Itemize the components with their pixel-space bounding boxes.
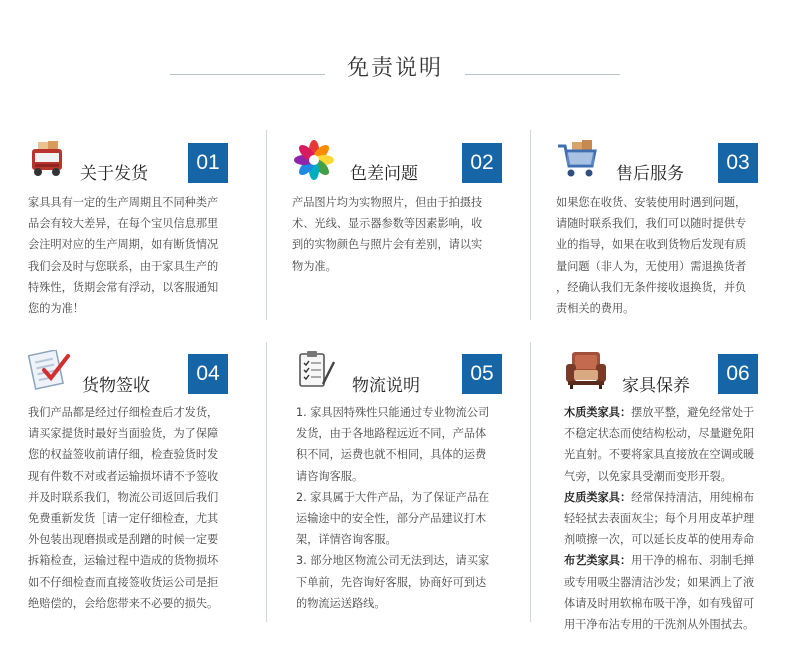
section-number: 04 <box>188 354 228 394</box>
color-wheel-icon <box>292 140 336 180</box>
section-text <box>564 402 790 635</box>
text-line: 气旁，以免家具受潮而变形开裂。 <box>564 469 732 483</box>
text-line: 运输途中的安全性，部分产品建议打木 <box>296 512 487 526</box>
section-title: 色差问题 <box>350 164 418 184</box>
text-line: 如不仔细检查而直接签收货运公司是拒 <box>28 575 219 589</box>
text-line: 下单前，先咨询好客服，协商好可到达 <box>296 575 487 589</box>
text-line: 请随时联系我们，我们可以随时提供专 <box>556 217 747 231</box>
text-line: 家具具有一定的生产周期且不同种类产 <box>28 196 219 209</box>
text-line: 现有件数不对或者运输损坏请不予签收 <box>28 469 219 483</box>
text-line: 产品图片均为实物照片，但由于拍摄技 <box>292 196 483 209</box>
truck-icon <box>28 140 72 180</box>
text-line: 物为准。 <box>292 259 337 273</box>
text-line: 术、光线、显示器参数等因素影响，收 <box>292 217 483 231</box>
clipboard-icon <box>296 350 340 390</box>
care-category-label: 布艺类家具： <box>564 554 632 568</box>
section-number: 06 <box>718 354 758 394</box>
text-line: 2. 家具属于大件产品，为了保证产品在 <box>296 490 490 504</box>
page-title: 免责说明 <box>346 56 443 81</box>
text-line: 如果您在收货、安装使用时遇到问题， <box>556 196 747 209</box>
care-category-label: 木质类家具： <box>564 406 632 419</box>
text-line: 量问题（非人为，无使用）需退换货者 <box>556 259 747 273</box>
section-text <box>296 402 536 614</box>
text-line: 外包装出现磨损或是刮蹭的时候一定要 <box>28 533 219 547</box>
section-text <box>556 192 790 319</box>
text-line: 请咨询客服。 <box>296 469 364 483</box>
title-rule-right <box>465 74 620 75</box>
text-line: 光直射。不要将家具直接放在空调或暖 <box>564 448 755 462</box>
text-line: 用干净布沾专用的干洗剂从外围拭去。 <box>564 618 755 632</box>
section-title: 货物签收 <box>82 376 150 396</box>
armchair-icon <box>564 350 608 390</box>
text-line: 1. 家具因特殊性只能通过专业物流公司 <box>296 406 490 419</box>
text-line: 到的实物颜色与照片会有差别，请以实 <box>292 238 483 252</box>
text-line: 3. 部分地区物流公司无法到达，请买家 <box>296 554 490 568</box>
text-line: 轻轻拭去表面灰尘；每个月用皮革护理 <box>564 512 755 526</box>
text-line: 请买家提货时最好当面验货，为了保障 <box>28 427 219 441</box>
section-number: 03 <box>718 143 758 183</box>
text-line: 不稳定状态而使结构松动，尽量避免阳 <box>564 427 755 441</box>
text-line: 布艺类家具：用干净的棉布、羽制毛掸 <box>564 554 755 568</box>
text-line: 绝赔偿的，会给您带来不必要的损失。 <box>28 596 219 610</box>
text-line: 积不同，运费也就不相同，具体的运费 <box>296 448 487 462</box>
section-title: 售后服务 <box>616 164 684 184</box>
section-number: 01 <box>188 143 228 183</box>
text-line: 或专用吸尘器清洁沙发；如果洒上了液 <box>564 575 755 589</box>
text-line: 剂喷擦一次，可以延长皮革的使用寿命 <box>564 533 755 547</box>
section-title: 物流说明 <box>352 376 420 396</box>
text-line: 木质类家具：摆放平整，避免经常处于 <box>564 406 755 419</box>
text-line: 我们产品都是经过仔细检查后才发货， <box>28 406 219 419</box>
text-line: 业的指导，如果在收到货物后发现有质 <box>556 238 747 252</box>
text-line: 您的为准！ <box>28 302 84 316</box>
shopping-cart-icon <box>556 140 600 180</box>
section-title: 家具保养 <box>622 376 690 396</box>
text-line: 拆箱检查，运输过程中造成的货物损坏 <box>28 554 219 568</box>
text-line: 体请及时用软棉布吸干净，如有残留可 <box>564 596 755 610</box>
section-number: 05 <box>462 354 502 394</box>
text-line: 会注明对应的生产周期，如有断货情况 <box>28 238 219 252</box>
text-line: 您的权益签收前请仔细，检查验货时发 <box>28 448 219 462</box>
section-text <box>28 402 268 614</box>
section-text <box>292 192 532 277</box>
section-title: 关于发货 <box>80 164 148 184</box>
text-line: 的物流运送路线。 <box>296 596 386 610</box>
text-line: 皮质类家具：经常保持清洁，用纯棉布 <box>564 490 755 504</box>
text-line: 特殊性，货期会常有浮动，以客服通知 <box>28 280 219 294</box>
text-line: 我们会及时与您联系，由于家具生产的 <box>28 259 219 273</box>
text-line: 并及时联系我们，物流公司返回后我们 <box>28 490 219 504</box>
section-text <box>28 192 268 319</box>
section-number: 02 <box>462 143 502 183</box>
text-line: 架，详情咨询客服。 <box>296 533 397 547</box>
care-category-label: 皮质类家具： <box>564 490 632 504</box>
checklist-icon <box>28 350 72 390</box>
text-line: 发货，由于各地路程远近不同，产品体 <box>296 427 487 441</box>
text-line: 责相关的费用。 <box>556 302 635 316</box>
text-line: 免费重新发货［请一定仔细检查，尤其 <box>28 512 219 526</box>
text-line: 品会有较大差异，在每个宝贝信息那里 <box>28 217 219 231</box>
text-line: ，经确认我们无条件接收退换货，并负 <box>556 280 747 294</box>
